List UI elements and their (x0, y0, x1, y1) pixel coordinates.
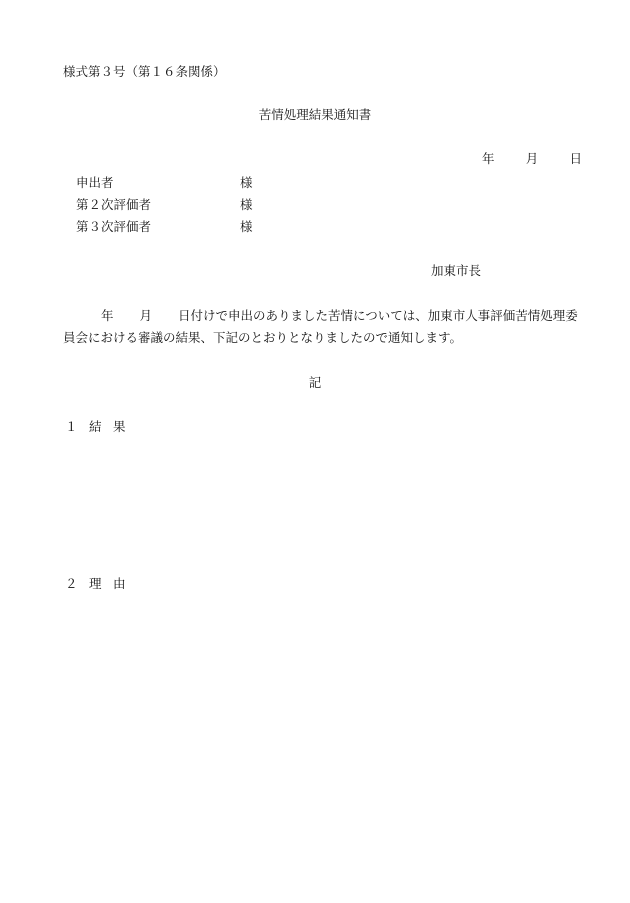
date-year-label: 年 (482, 151, 495, 166)
addressee-row (76, 221, 276, 234)
date-month-label: 月 (525, 151, 539, 166)
addressee-honorific: 様 (240, 219, 253, 234)
addressee-role: 第２次評価者 (76, 197, 152, 212)
body-line-1 (63, 310, 578, 323)
date-line (482, 153, 582, 166)
section-char: 果 (113, 419, 126, 434)
section-char: 結 (89, 419, 102, 434)
section-number: ２ (65, 576, 78, 591)
body-year-label: 年 (101, 308, 114, 323)
body-text-1: 日付けで申出のありました苦情については、加東市人事評価苦情処理委 (178, 308, 578, 323)
addressee-honorific: 様 (240, 175, 253, 190)
addressee-honorific: 様 (240, 197, 253, 212)
ki-heading: 記 (308, 375, 322, 390)
section-char: 理 (89, 576, 102, 591)
body-line-2: 員会における審議の結果、下記のとおりとなりましたので通知します。 (63, 330, 463, 345)
sender-name: 加東市長 (431, 263, 482, 278)
body-month-label: 月 (139, 308, 153, 323)
date-day-label: 日 (569, 151, 582, 166)
section-char: 由 (113, 576, 126, 591)
section-result-heading (65, 421, 137, 434)
addressee-row (76, 199, 276, 212)
document-title: 苦情処理結果通知書 (258, 107, 372, 122)
section-number: １ (65, 419, 78, 434)
form-label: 様式第３号（第１６条関係） (63, 64, 226, 79)
addressee-row (76, 177, 276, 190)
addressee-role: 第３次評価者 (76, 219, 152, 234)
addressee-role: 申出者 (76, 175, 114, 190)
section-reason-heading (65, 578, 137, 591)
